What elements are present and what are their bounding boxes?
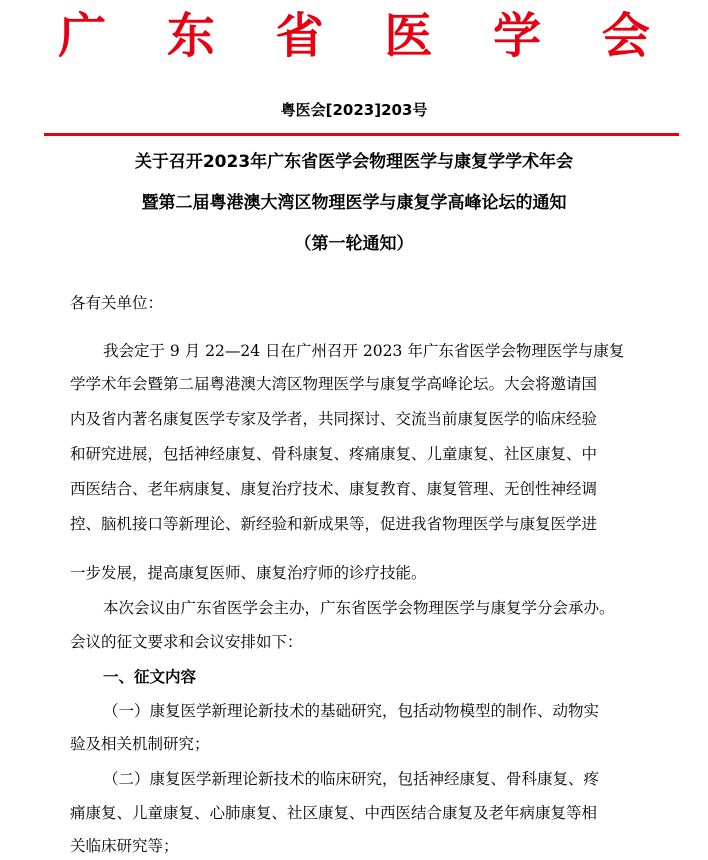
body-line: 西医结合、老年病康复、康复治疗技术、康复教育、康复管理、无创性神经调	[70, 480, 598, 498]
salutation: 各有关单位：	[70, 294, 164, 312]
list-item-line: （二）康复医学新理论新技术的临床研究，包括神经康复、骨科康复、疼	[103, 770, 600, 788]
list-item-line: 关临床研究等；	[70, 837, 179, 855]
body-line: 学学术年会暨第二届粤港澳大湾区物理医学与康复学高峰论坛。大会将邀请国	[70, 375, 598, 393]
body-line: 会议的征文要求和会议安排如下：	[70, 633, 303, 651]
section-heading: 一、征文内容	[103, 668, 197, 686]
list-item-line: 痛康复、儿童康复、心肺康复、社区康复、中西医结合康复及老年病康复等相	[70, 804, 598, 822]
title-line-1: 关于召开2023年广东省医学会物理医学与康复学学术年会	[134, 152, 574, 172]
body-line: 控、脑机接口等新理论、新经验和新成果等，促进我省物理医学与康复医学进	[70, 515, 598, 533]
body-line: 我会定于 9 月 22—24 日在广州召开 2023 年广东省医学会物理医学与康复	[103, 342, 625, 360]
title-line-2: 暨第二届粤港澳大湾区物理医学与康复学高峰论坛的通知	[141, 193, 567, 213]
body-line: 本次会议由广东省医学会主办，广东省医学会物理医学与康复学分会承办。	[103, 599, 615, 617]
document-number: 粤医会[2023]203号	[280, 101, 428, 119]
org-masthead: 广 东 省 医 学 会	[58, 8, 672, 64]
body-line: 内及省内著名康复医学专家及学者，共同探讨、交流当前康复医学的临床经验	[70, 410, 598, 428]
list-item-line: （一）康复医学新理论新技术的基础研究，包括动物模型的制作、动物实	[103, 702, 600, 720]
body-line: 和研究进展，包括神经康复、骨科康复、疼痛康复、儿童康复、社区康复、中	[70, 445, 598, 463]
title-line-3: （第一轮通知）	[294, 234, 414, 254]
list-item-line: 验及相关机制研究；	[70, 735, 210, 753]
red-divider-line	[44, 133, 679, 136]
body-line: 一步发展，提高康复医师、康复治疗师的诊疗技能。	[70, 564, 427, 582]
